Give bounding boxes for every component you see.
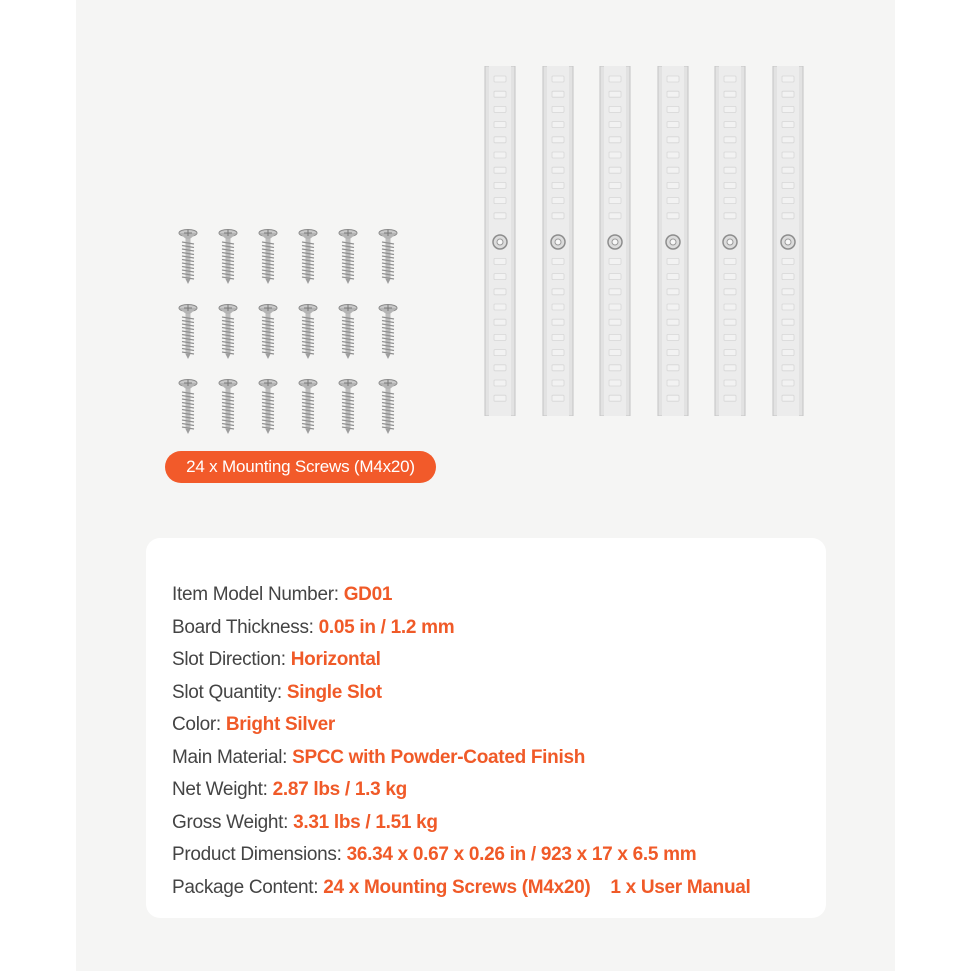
spec-label: Slot Quantity:	[172, 681, 287, 703]
spec-row	[172, 714, 751, 747]
spec-row	[172, 649, 751, 682]
spec-list	[172, 584, 751, 909]
screw-icon	[258, 303, 278, 359]
screw-icon	[298, 378, 318, 434]
spec-value: GD01	[343, 584, 393, 605]
spec-value: Bright Silver	[225, 714, 335, 735]
spec-row	[172, 779, 751, 812]
spec-value: 2.87 lbs / 1.3 kg	[272, 779, 407, 800]
spec-row	[172, 812, 751, 845]
spec-row	[172, 844, 751, 877]
spec-card	[146, 538, 826, 918]
spec-label: Product Dimensions:	[172, 844, 347, 865]
spec-value: 36.34 x 0.67 x 0.26 in / 923 x 17 x 6.5 mm	[346, 844, 697, 865]
spec-value: SPCC with Powder-Coated Finish	[292, 746, 586, 768]
shelf-rail-icon	[597, 66, 633, 416]
screws-caption-badge: 24 x Mounting Screws (M4x20)	[165, 451, 436, 483]
screw-icon	[218, 303, 238, 359]
shelf-rail-icon	[712, 66, 748, 416]
spec-label: Net Weight:	[172, 779, 273, 800]
screw-icon	[338, 303, 358, 359]
screw-icon	[178, 378, 198, 434]
shelf-rail-icon	[482, 66, 518, 416]
spec-value: Single Slot	[286, 681, 382, 703]
screw-icon	[378, 378, 398, 434]
screw-icon	[258, 228, 278, 284]
spec-row	[172, 617, 751, 650]
spec-row	[172, 877, 751, 910]
spec-label: Package Content:	[172, 876, 324, 898]
spec-row	[172, 584, 751, 617]
screw-icon	[218, 228, 238, 284]
spec-value: 3.31 lbs / 1.51 kg	[293, 811, 438, 833]
spec-label: Board Thickness:	[172, 616, 319, 638]
spec-label: Slot Direction:	[172, 649, 291, 670]
screw-icon	[178, 303, 198, 359]
screw-icon	[218, 378, 238, 434]
screw-icon	[298, 303, 318, 359]
screws-group	[178, 228, 418, 444]
screw-icon	[338, 228, 358, 284]
screw-icon	[298, 228, 318, 284]
spec-label: Gross Weight:	[172, 811, 294, 833]
shelf-rail-icon	[655, 66, 691, 416]
shelf-rail-icon	[770, 66, 806, 416]
screw-icon	[178, 228, 198, 284]
spec-label: Item Model Number:	[172, 584, 344, 605]
screw-icon	[378, 228, 398, 284]
screw-icon	[338, 378, 358, 434]
spec-value: Horizontal	[290, 649, 381, 670]
shelf-rail-icon	[540, 66, 576, 416]
spec-row	[172, 747, 751, 780]
spec-value: 0.05 in / 1.2 mm	[318, 616, 455, 638]
shelf-rails-group	[482, 66, 806, 416]
screw-icon	[378, 303, 398, 359]
spec-label: Color:	[172, 714, 226, 735]
screw-icon	[258, 378, 278, 434]
spec-value: 24 x Mounting Screws (M4x20) 1 x User Manual	[323, 876, 751, 898]
spec-row	[172, 682, 751, 715]
spec-label: Main Material:	[172, 746, 293, 768]
